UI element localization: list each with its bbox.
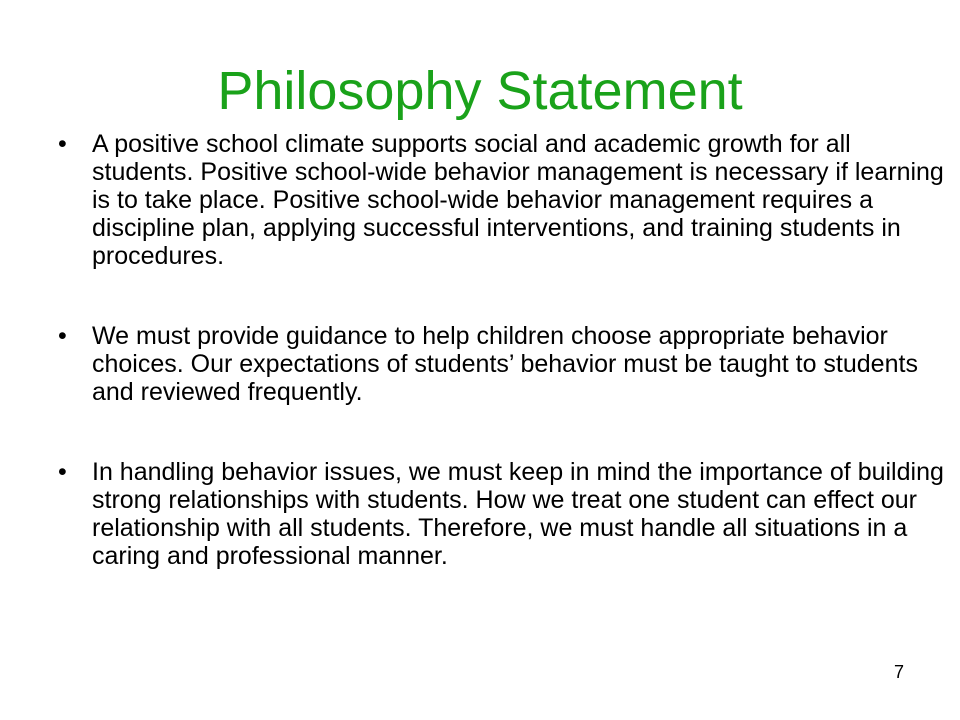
bullet-item [56,458,956,570]
page-number: 7 [893,662,904,682]
bullet-icon: • [58,130,67,158]
bullet-icon: • [58,458,67,486]
slide-title: Philosophy Statement [217,61,743,121]
bullet-text: We must provide guidance to help children choose appropriate behavior choices. Our expectations of students’ behavior must be taught to students and reviewed frequently. [92,322,918,406]
bullet-text: In handling behavior issues, we must keep in mind the importance of building strong relationships with students. How we treat one student can effect our relationship with all students. Therefore, we must handle all situations in a caring and professional manner. [92,458,944,570]
bullet-item [56,130,956,270]
bullet-item [56,322,956,406]
bullet-list [56,130,956,622]
bullet-text: A positive school climate supports social and academic growth for all students. Positive school-wide behavior management is necessary if learning is to take place. Positive school-wide behavior management requires a discipline plan, applying successful interventions, and training students in procedures. [92,130,944,270]
bullet-icon: • [58,322,67,350]
